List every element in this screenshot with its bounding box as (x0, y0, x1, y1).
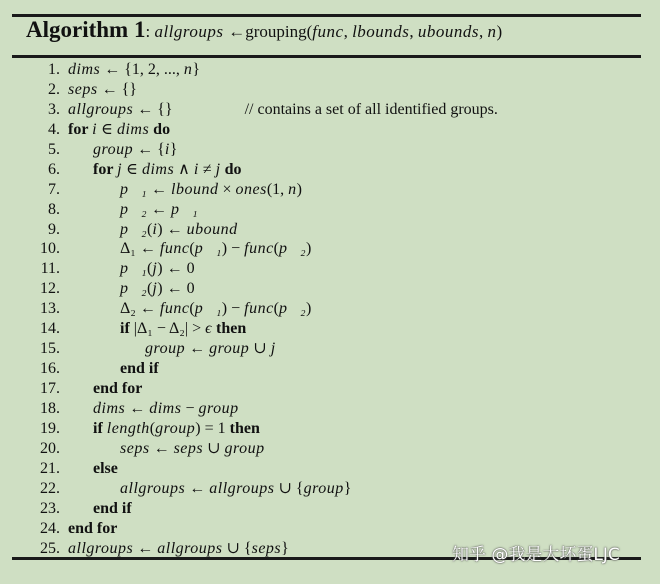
code-text: ← {1, 2, ..., (100, 61, 184, 78)
line-code (93, 419, 260, 439)
code-text: ← (125, 399, 150, 417)
algorithm-line (0, 120, 660, 140)
code-text: ) − (221, 240, 245, 258)
math-symbol: ubounds (417, 22, 480, 41)
math-symbol: p⃗₂ (120, 220, 148, 238)
code-text: ( (189, 300, 195, 318)
keyword: do (220, 160, 242, 178)
line-number: 13. (40, 300, 60, 318)
math-symbol: group (224, 439, 265, 457)
algorithm-line (0, 279, 660, 299)
math-symbol: allgroups (209, 479, 275, 497)
line-code (93, 499, 132, 519)
code-text: ) ← (157, 220, 187, 238)
line-number: 21. (40, 459, 60, 477)
algorithm-line (0, 299, 660, 319)
line-code (68, 539, 289, 559)
code-text: ( (273, 300, 279, 318)
code-text: ← { (133, 140, 165, 158)
math-symbol: dims (141, 160, 175, 178)
algorithm-line (0, 419, 660, 439)
code-text: ← (147, 180, 172, 198)
code-text: ) (306, 300, 312, 318)
line-number: 1. (48, 61, 60, 78)
algorithm-line (0, 439, 660, 459)
math-symbol: seps (120, 439, 150, 457)
math-symbol: p⃗₁ (120, 260, 148, 278)
keyword: if (120, 320, 134, 338)
math-symbol: lbounds (352, 22, 410, 41)
code-text: ) (306, 240, 312, 258)
line-code (120, 299, 311, 319)
line-code (145, 339, 276, 359)
keyword: do (149, 120, 171, 138)
code-text: Δ₁ ← (120, 240, 160, 258)
math-symbol: func (159, 240, 190, 258)
line-number: 19. (40, 419, 60, 437)
code-text: (1, (266, 180, 289, 198)
keyword: then (229, 419, 260, 437)
line-code (120, 279, 195, 299)
keyword: if (93, 419, 107, 437)
algorithm-line (0, 160, 660, 180)
math-symbol: dims (149, 399, 182, 417)
line-code (120, 359, 159, 379)
math-symbol: group (303, 479, 344, 497)
line-number: 6. (48, 160, 60, 178)
algorithm-body (0, 60, 660, 558)
watermark: 知乎 @我是大坏蛋LJC (452, 545, 620, 565)
code-text: ( (147, 220, 153, 238)
math-symbol: seps (68, 80, 98, 98)
keyword: end if (93, 499, 132, 517)
math-symbol: j (117, 160, 123, 178)
code-text: ( (273, 240, 279, 258)
algorithm-line (0, 239, 660, 259)
line-code (120, 180, 302, 200)
math-symbol: n (487, 22, 497, 41)
keyword: else (93, 459, 118, 477)
line-code (93, 399, 239, 419)
math-symbol: i (152, 220, 158, 238)
math-symbol: p⃗₂ (120, 200, 148, 218)
line-number: 24. (40, 519, 60, 537)
code-text: ( (147, 280, 153, 298)
math-symbol: j (270, 340, 276, 358)
line-code (120, 319, 246, 339)
line-code (120, 259, 195, 279)
math-symbol: group (145, 340, 186, 358)
algorithm-line (0, 479, 660, 499)
code-text: , (409, 22, 418, 41)
code-text: ( (149, 419, 156, 437)
line-code (120, 479, 351, 499)
algorithm-line (0, 220, 660, 240)
math-symbol: p⃗₂ (279, 240, 307, 258)
code-text: ) (496, 22, 503, 41)
code-text: ← (185, 340, 210, 358)
line-code (93, 459, 118, 479)
math-symbol: group (93, 140, 134, 158)
line-number: 10. (40, 240, 60, 258)
line-number: 16. (40, 360, 60, 378)
line-code (93, 379, 142, 399)
line-code (120, 220, 238, 240)
line-code (68, 519, 117, 539)
code-text: ∪ (249, 340, 271, 358)
math-symbol: allgroups (68, 539, 134, 557)
algorithm-line (0, 399, 660, 419)
code-text: Δ₂ ← (120, 300, 160, 318)
math-symbol: j (152, 280, 158, 298)
code-text: ( (189, 240, 195, 258)
code-text: ( (147, 260, 153, 278)
math-symbol: dims (93, 399, 126, 417)
math-symbol: seps (251, 539, 282, 557)
line-number: 18. (40, 399, 60, 417)
code-text: × (218, 180, 236, 198)
caption-rule (12, 55, 641, 58)
algorithm-line (0, 140, 660, 160)
line-number: 2. (48, 80, 60, 98)
math-symbol: length (106, 419, 150, 437)
line-number: 17. (40, 380, 60, 397)
line-number: 12. (40, 280, 60, 298)
math-symbol: allgroups (154, 22, 229, 41)
algorithm-line (0, 519, 660, 539)
line-code (68, 120, 170, 140)
math-symbol: j (152, 260, 158, 278)
code-text: } (343, 479, 352, 497)
math-symbol: group (209, 340, 250, 358)
algorithm-line (0, 339, 660, 359)
keyword: end if (120, 360, 159, 378)
math-symbol: p⃗₁ (194, 300, 222, 318)
math-symbol: i (92, 120, 98, 138)
math-symbol: lbound (171, 180, 219, 198)
line-code (120, 200, 198, 220)
line-number: 22. (40, 479, 60, 497)
code-text: ← (185, 479, 210, 497)
line-code (120, 439, 265, 459)
algorithm-label: Algorithm 1 (26, 17, 146, 42)
math-symbol: dims (116, 120, 150, 138)
line-number: 14. (40, 320, 60, 338)
code-text: } (169, 140, 178, 158)
math-symbol: p⃗₁ (171, 200, 199, 218)
line-code (93, 140, 177, 160)
line-number: 3. (48, 100, 60, 118)
code-text: ∈ (122, 160, 142, 178)
algorithm-line (0, 259, 660, 279)
math-symbol: ubound (186, 220, 238, 238)
code-text: ) (296, 180, 302, 198)
code-text: ∪ (203, 439, 225, 457)
keyword: for (68, 120, 93, 138)
algorithm-signature (154, 22, 502, 41)
code-text: ) = 1 (195, 419, 230, 437)
math-symbol: func (159, 300, 190, 318)
math-symbol: n (183, 61, 193, 78)
math-symbol: p⃗₁ (194, 240, 222, 258)
line-code (68, 60, 200, 80)
math-symbol: n (288, 180, 297, 198)
line-number: 25. (40, 539, 60, 557)
math-symbol: p⃗₁ (120, 180, 148, 198)
caption-separator: : (145, 22, 155, 41)
line-number: 15. (40, 340, 60, 358)
code-text: ← {} (133, 100, 173, 118)
code-text: ) ← 0 (157, 260, 195, 278)
keyword: then (212, 320, 247, 338)
code-text: , (479, 22, 488, 41)
algorithm-line (0, 459, 660, 479)
code-text: ) − (221, 300, 245, 318)
math-symbol: allgroups (68, 100, 134, 118)
algorithm-line (0, 319, 660, 339)
code-text: ←grouping( (228, 22, 313, 41)
line-number: 11. (40, 260, 60, 278)
math-symbol: func (244, 300, 274, 318)
keyword: for (93, 160, 118, 178)
math-symbol: group (198, 399, 239, 417)
code-text: ∪ { (274, 479, 304, 497)
algorithm-line (0, 60, 660, 80)
code-text: ≠ (198, 160, 216, 178)
code-text: ← (147, 200, 172, 218)
algorithm-line (0, 200, 660, 220)
math-symbol: group (155, 419, 196, 437)
code-text: } (192, 61, 201, 78)
code-text: ← (149, 439, 174, 457)
algorithm-line (0, 379, 660, 399)
line-number: 20. (40, 439, 60, 457)
code-text: ) ← 0 (157, 280, 195, 298)
line-code (120, 239, 311, 259)
math-symbol: p⃗₂ (279, 300, 307, 318)
code-text: ← {} (97, 80, 137, 98)
algorithm-caption (26, 17, 502, 43)
math-symbol: i (193, 160, 199, 178)
algorithm-line (0, 80, 660, 100)
math-symbol: func (312, 22, 344, 41)
algorithm-line (0, 499, 660, 519)
code-text: |Δ₁ − Δ₂| > (133, 320, 206, 338)
math-symbol: i (164, 140, 170, 158)
code-text: ∧ (174, 160, 194, 178)
code-text: ← (133, 539, 158, 557)
line-number: 23. (40, 499, 60, 517)
line-code (68, 80, 137, 100)
math-symbol: allgroups (157, 539, 223, 557)
line-code (68, 100, 498, 120)
math-symbol: allgroups (120, 479, 186, 497)
code-text: ∪ { (222, 539, 252, 557)
math-symbol: func (244, 240, 274, 258)
math-symbol: seps (173, 439, 204, 457)
code-text: } (281, 539, 289, 557)
math-symbol: ones (235, 180, 267, 198)
algorithm-line (0, 100, 660, 120)
line-number: 9. (48, 220, 60, 238)
math-symbol: j (215, 160, 221, 178)
algorithm-line (0, 180, 660, 200)
algorithm-line (0, 359, 660, 379)
code-text: − (181, 399, 199, 417)
line-number: 7. (48, 180, 60, 198)
math-symbol: p⃗₂ (120, 280, 148, 298)
keyword: end for (93, 380, 143, 397)
code-text: , (343, 22, 353, 41)
math-symbol: ϵ (205, 320, 213, 338)
line-number: 4. (48, 120, 60, 138)
math-symbol: dims (68, 61, 101, 78)
line-number: 8. (48, 200, 60, 218)
line-code (93, 160, 241, 180)
code-text: ∈ (97, 120, 117, 138)
keyword: end for (68, 519, 118, 537)
code-text: // contains a set of all identified groups. (244, 100, 498, 118)
line-number: 5. (48, 140, 60, 158)
